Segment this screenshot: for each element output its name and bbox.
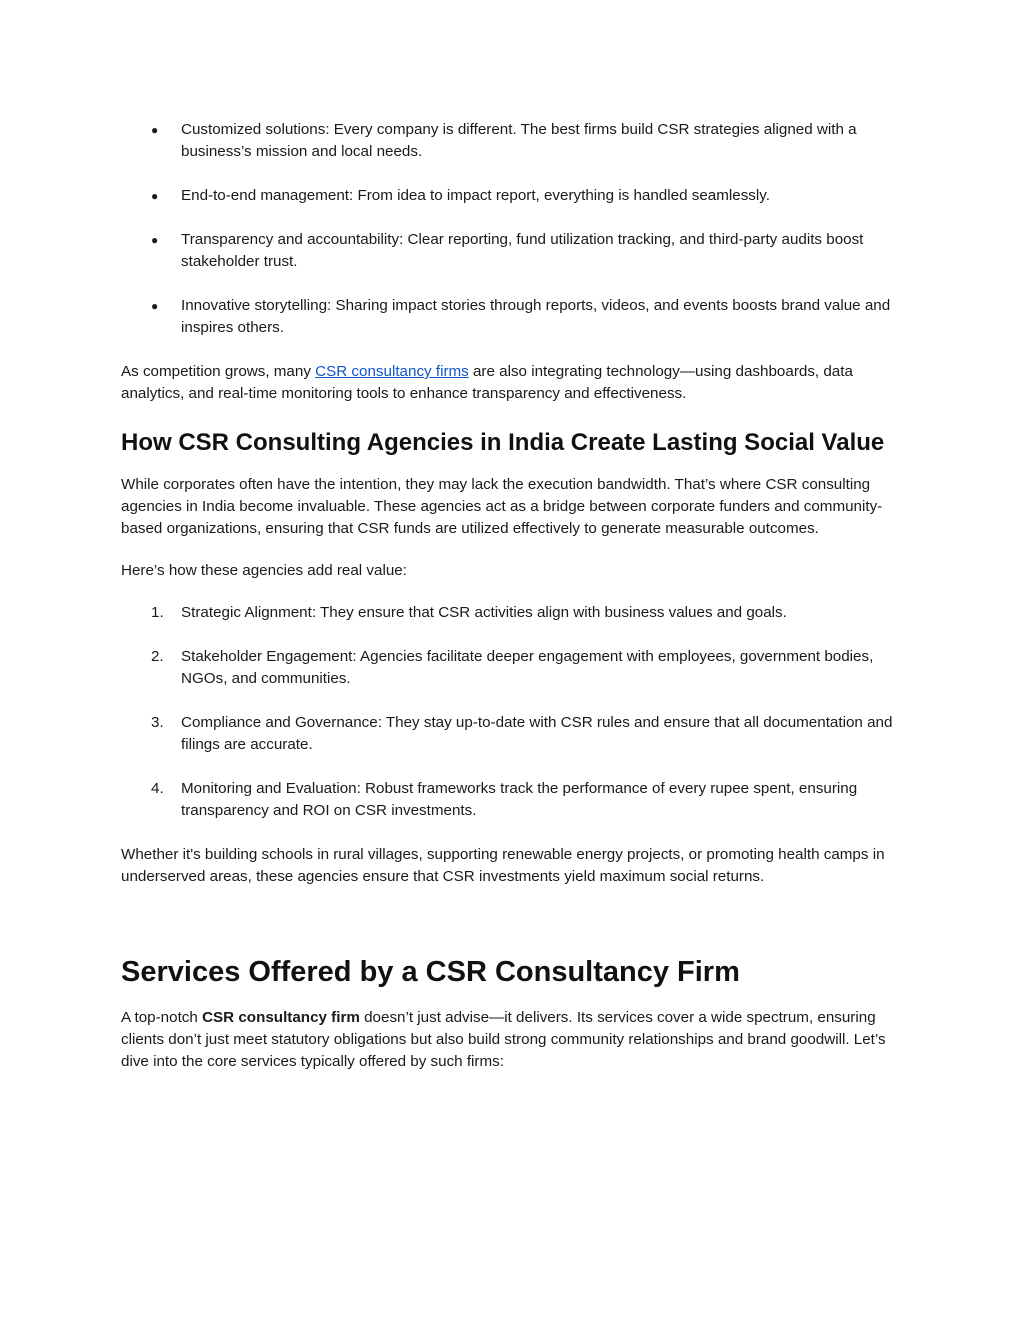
bullet-text: Innovative storytelling: Sharing impact stories through reports, videos, and events boosts brand value and inspires others. (181, 297, 891, 336)
competition-paragraph (121, 361, 911, 405)
competition-text-after: are also integrating technology—using dashboards, data analytics, and real-time monitoring tools to enhance transparency and effectiveness. (121, 363, 853, 402)
section-heading-agencies: How CSR Consulting Agencies in India Create Lasting Social Value (121, 429, 885, 456)
item-text: Strategic Alignment: They ensure that CSR activities align with business values and goals. (181, 604, 787, 621)
item-number: 1. (151, 604, 164, 621)
item-number: 3. (151, 714, 164, 731)
bullet-marker: ● (151, 123, 159, 137)
services-bold-term: CSR consultancy firm (202, 1009, 360, 1026)
services-intro-paragraph (121, 1007, 911, 1073)
benefits-bullet-list (121, 119, 911, 339)
agency-value-numbered-list (121, 602, 911, 822)
bullet-item (121, 229, 911, 273)
csr-consultancy-firms-link[interactable]: CSR consultancy firms (315, 363, 469, 380)
document-page (121, 119, 911, 1073)
numbered-item (121, 778, 911, 822)
agencies-lead-paragraph: Here’s how these agencies add real value: (121, 562, 407, 579)
numbered-item (121, 712, 911, 756)
item-text: Monitoring and Evaluation: Robust frameworks track the performance of every rupee spent, ensuring transparency and ROI on CSR investments. (181, 780, 858, 819)
bullet-marker: ● (151, 189, 159, 203)
agencies-closing-paragraph: Whether it's building schools in rural villages, supporting renewable energy projects, or promoting health camps in underserved areas, these agencies ensure that CSR investments yield maximum social returns. (121, 846, 885, 885)
bullet-marker: ● (151, 299, 159, 313)
item-text: Stakeholder Engagement: Agencies facilitate deeper engagement with employees, government bodies, NGOs, and communities. (181, 648, 874, 687)
services-text-after: doesn’t just advise—it delivers. Its services cover a wide spectrum, ensuring clients don’t just meet statutory obligations but also build strong community relationships and brand goodwill. Let’s dive into the core services typically offered by such firms: (121, 1009, 886, 1070)
numbered-item (121, 602, 911, 624)
bullet-text: Customized solutions: Every company is different. The best firms build CSR strategies aligned with a business’s mission and local needs. (181, 121, 857, 160)
item-number: 2. (151, 648, 164, 665)
competition-text-before: As competition grows, many (121, 363, 316, 380)
bullet-item (121, 119, 911, 163)
bullet-item (121, 295, 911, 339)
section-heading-services: Services Offered by a CSR Consultancy Firm (121, 956, 740, 988)
bullet-marker: ● (151, 233, 159, 247)
numbered-item (121, 646, 911, 690)
agencies-intro-paragraph: While corporates often have the intention, they may lack the execution bandwidth. That’s where CSR consulting agencies in India become invaluable. These agencies act as a bridge between corporate funders and community-based organizations, ensuring that CSR funds are utilized effectively to generate measurable outcomes. (121, 476, 883, 537)
item-number: 4. (151, 780, 164, 797)
item-text: Compliance and Governance: They stay up-to-date with CSR rules and ensure that all documentation and filings are accurate. (181, 714, 893, 753)
services-text-before: A top-notch (121, 1009, 203, 1026)
bullet-text: End-to-end management: From idea to impact report, everything is handled seamlessly. (181, 187, 770, 204)
bullet-item (121, 185, 911, 207)
bullet-text: Transparency and accountability: Clear reporting, fund utilization tracking, and third-party audits boost stakeholder trust. (181, 231, 864, 270)
